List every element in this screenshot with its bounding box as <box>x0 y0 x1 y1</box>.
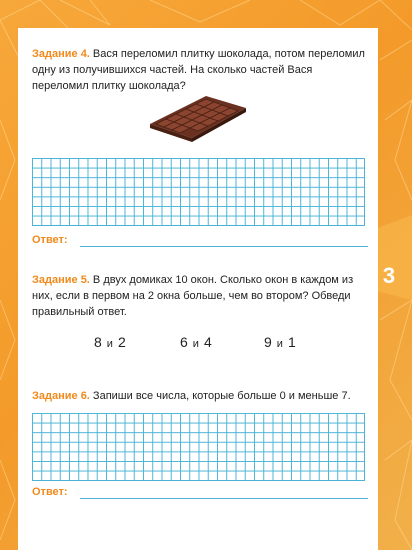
task-6-label: Задание 6. <box>32 390 90 402</box>
task-5-text: В двух домиках 10 окон. Сколько окон в каждом из них, если в первом на 2 окна больше, чем во втором? Обведи правильный ответ. <box>32 274 354 318</box>
task-6 <box>32 388 368 404</box>
task-4-label: Задание 4. <box>32 48 90 60</box>
choice-option[interactable]: 9 и 1 <box>264 334 296 350</box>
page-number: 3 <box>382 263 396 288</box>
answer-grid-task-4[interactable] <box>32 158 365 226</box>
answer-line-task-4[interactable] <box>32 234 368 250</box>
worksheet <box>18 28 378 550</box>
answer-label: Ответ: <box>32 486 68 498</box>
task-4-text: Вася переломил плитку шоколада, потом переломил одну из получившихся частей. На сколько частей Вася переломил плитку шоколада? <box>32 48 365 92</box>
answer-line-task-6[interactable] <box>32 486 368 502</box>
task-4 <box>32 46 368 94</box>
answer-grid-task-6[interactable] <box>32 413 365 481</box>
choice-option[interactable]: 8 и 2 <box>94 334 126 350</box>
answer-underline <box>80 246 368 247</box>
answer-underline <box>80 498 368 499</box>
choice-option[interactable]: 6 и 4 <box>180 334 212 350</box>
task-5 <box>32 272 368 320</box>
task-5-label: Задание 5. <box>32 274 90 286</box>
chocolate-bar-icon <box>148 94 248 142</box>
answer-label: Ответ: <box>32 234 68 246</box>
task-5-choices <box>18 334 378 356</box>
task-6-text: Запиши все числа, которые больше 0 и меньше 7. <box>89 390 351 402</box>
